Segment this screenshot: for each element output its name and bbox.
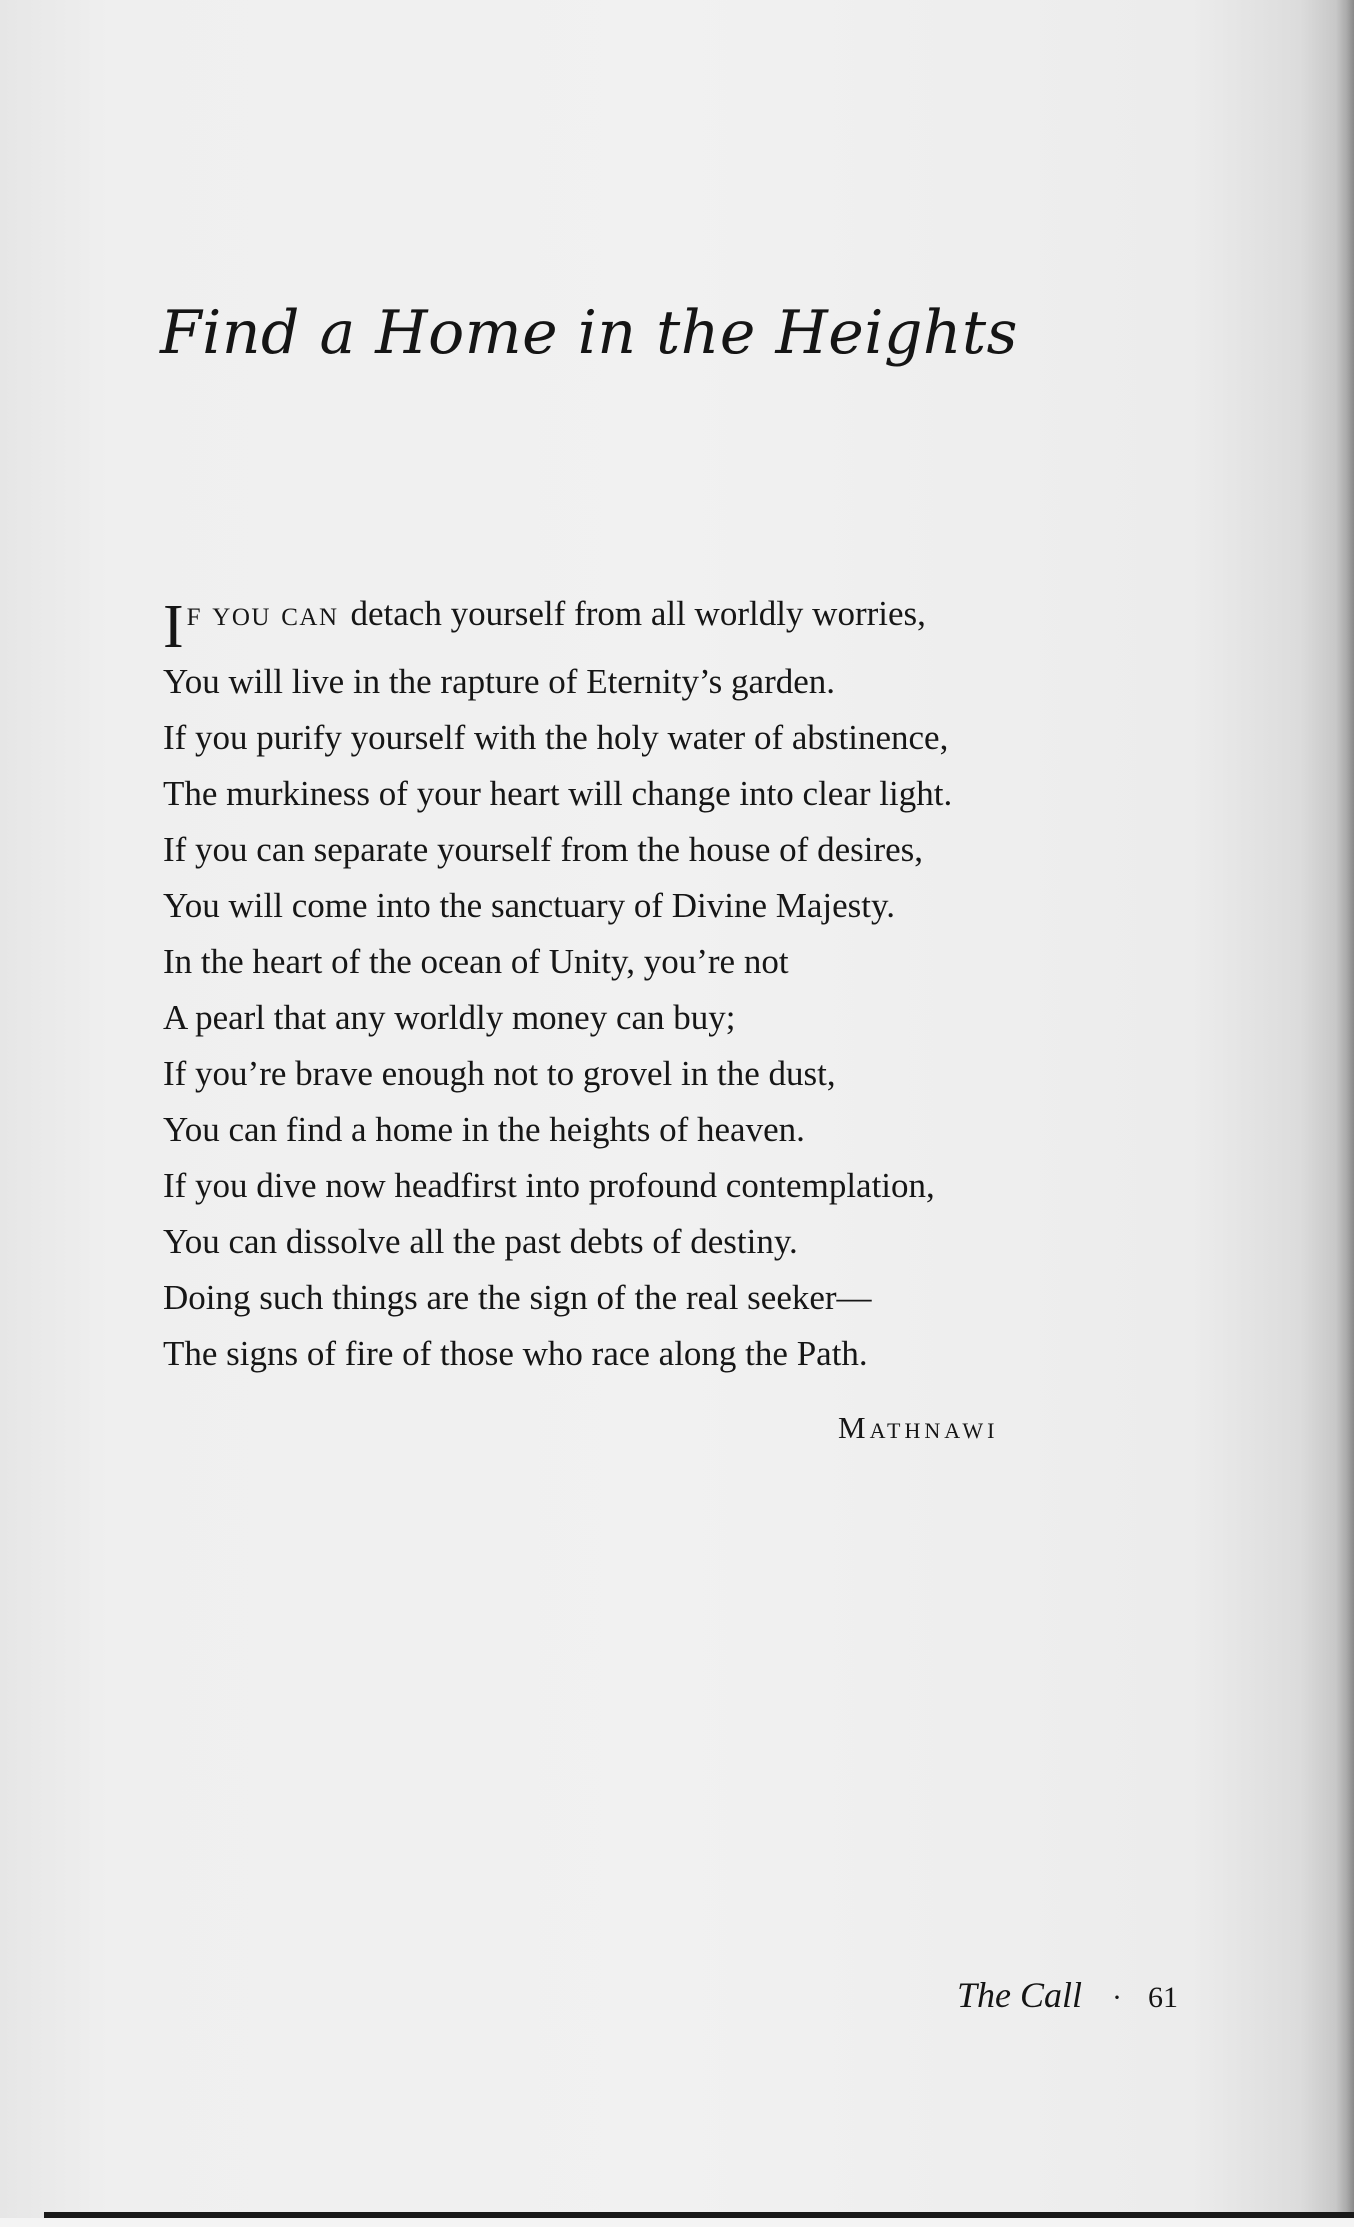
poem-line: If you purify yourself with the holy water of abstinence, [163, 718, 949, 757]
poem-line: If you can separate yourself from the house of desires, [163, 830, 924, 869]
running-footer-title: The Call [957, 1975, 1083, 2015]
poem [163, 582, 1173, 1382]
poem-line: In the heart of the ocean of Unity, you’re not [163, 942, 789, 981]
poem-line-text: detach yourself from all worldly worries, [350, 594, 926, 633]
poem-line: The signs of fire of those who race along the Path. [163, 1334, 868, 1373]
footer-separator: · [1112, 1981, 1123, 2014]
poem-line: You can dissolve all the past debts of destiny. [163, 1222, 798, 1261]
page-footer [957, 1974, 1178, 2016]
page-edge-shadow [1336, 0, 1354, 2227]
bottom-edge-strip [0, 2218, 1354, 2227]
poem-line: You can find a home in the heights of heaven. [163, 1110, 805, 1149]
poem-line: A pearl that any worldly money can buy; [163, 998, 736, 1037]
poem-line: Doing such things are the sign of the real seeker— [163, 1278, 872, 1317]
poem-line: The murkiness of your heart will change into clear light. [163, 774, 953, 813]
page-title: Find a Home in the Heights [160, 298, 1018, 368]
poem-line: If you’re brave enough not to grovel in the dust, [163, 1054, 836, 1093]
poem-line: You will come into the sanctuary of Divine Majesty. [163, 886, 895, 925]
poem-line: You will live in the rapture of Eternity’s garden. [163, 662, 836, 701]
poem-attribution: Mathnawi [838, 1410, 999, 1445]
lead-in-small-caps: f you can [186, 594, 339, 633]
page-number: 61 [1148, 1981, 1179, 2014]
poem-line [163, 582, 1173, 661]
drop-cap: I [163, 593, 184, 661]
poem-line: If you dive now headfirst into profound contemplation, [163, 1166, 935, 1205]
